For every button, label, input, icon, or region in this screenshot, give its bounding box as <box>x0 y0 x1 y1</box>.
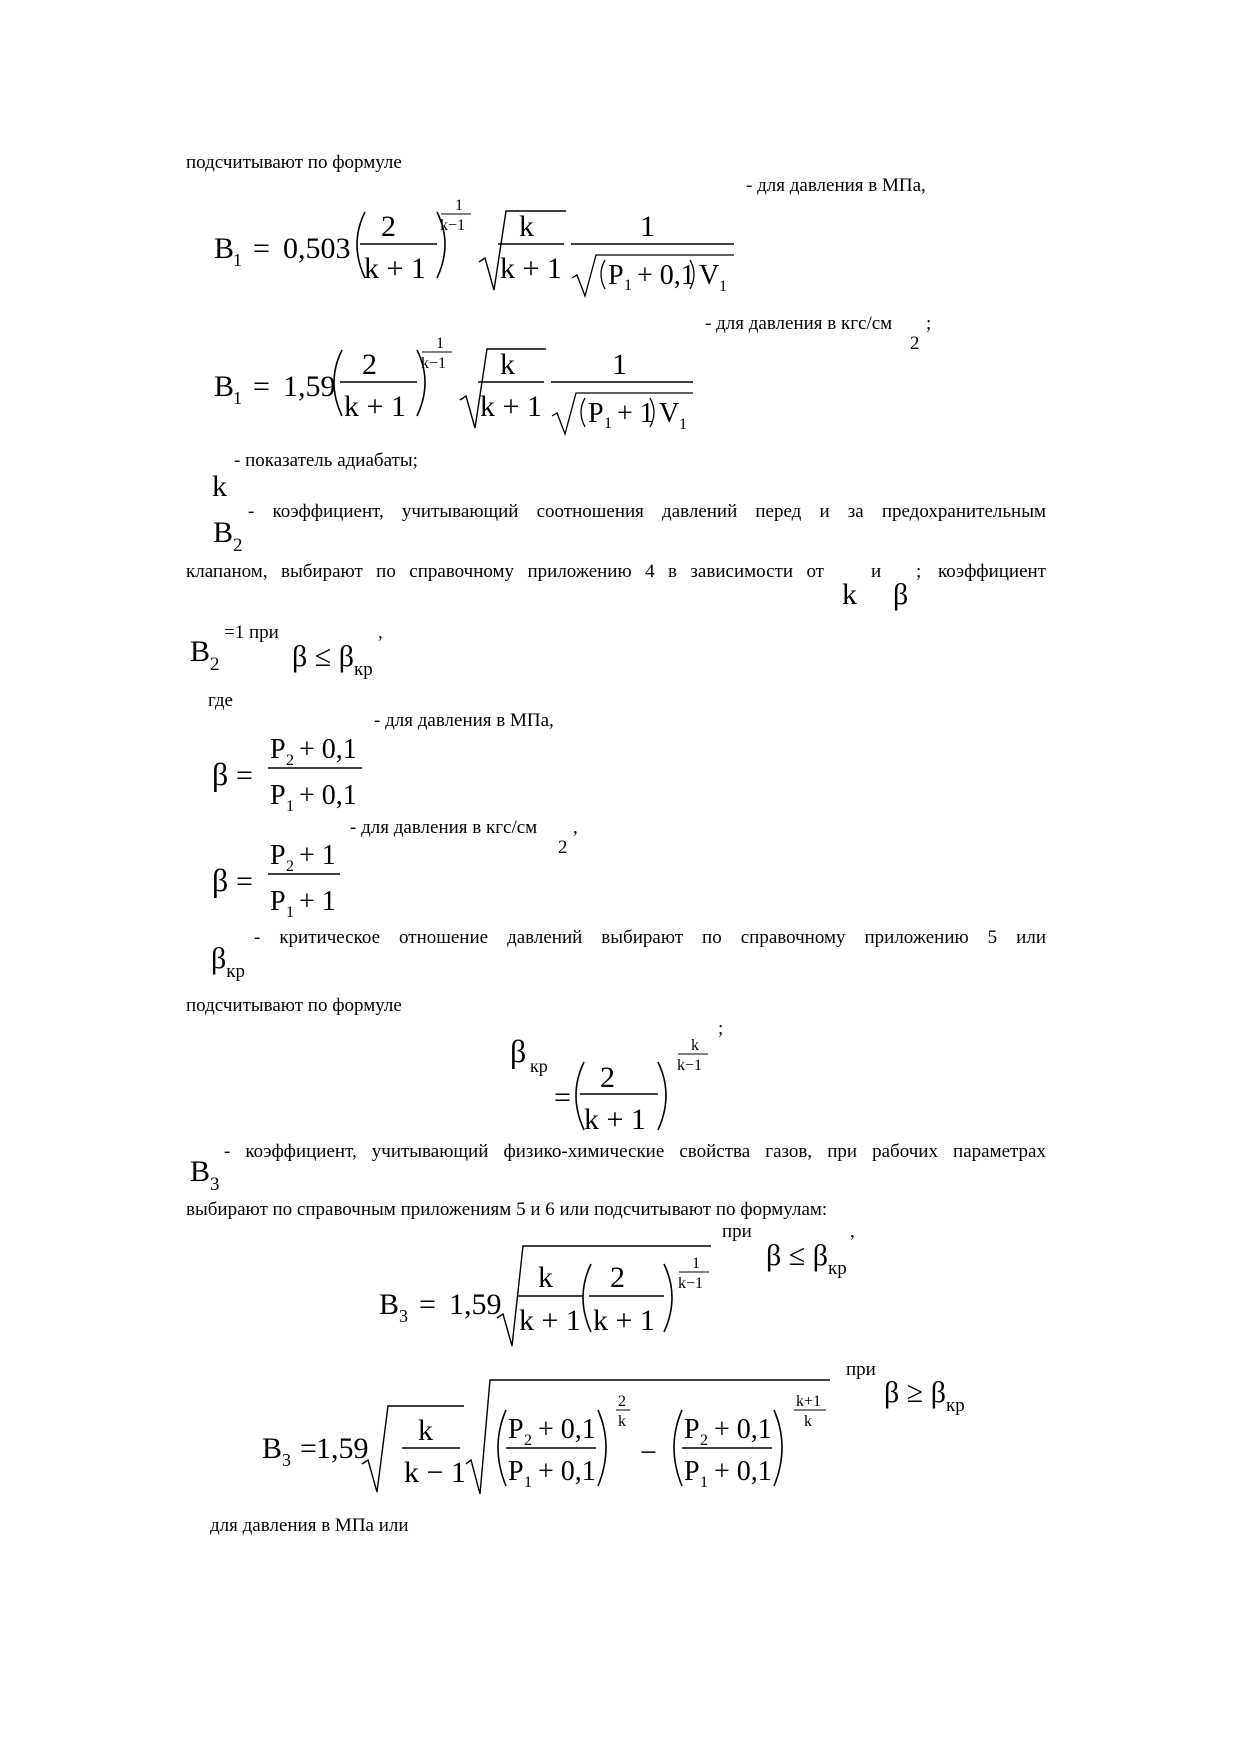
svg-text:k − 1: k − 1 <box>404 1456 466 1489</box>
svg-text:+ 1: + 1 <box>617 398 654 429</box>
svg-text:+ 0,1: + 0,1 <box>714 1414 772 1445</box>
formula-beta-mpa <box>210 728 380 818</box>
svg-text:k: k <box>538 1261 553 1294</box>
svg-text:k + 1: k + 1 <box>500 252 562 285</box>
svg-text:1: 1 <box>233 388 242 408</box>
svg-text:+ 0,1: + 0,1 <box>538 1456 596 1487</box>
svg-text:P: P <box>508 1456 524 1487</box>
svg-text:k: k <box>618 1413 626 1430</box>
svg-text:k + 1: k + 1 <box>593 1304 655 1337</box>
svg-text:3: 3 <box>399 1306 408 1326</box>
symbol-b3: $B_3$ <box>190 1155 220 1195</box>
svg-text:=: = <box>300 1432 317 1465</box>
formula-beta-kgs <box>210 834 360 924</box>
svg-text:+ 1: + 1 <box>299 886 336 917</box>
svg-text:k + 1: k + 1 <box>364 252 426 285</box>
symbol-b2-condition: $B_2$ <box>190 635 220 675</box>
condition-beta-leq-betakr: $\beta \le \beta_{кр}$ <box>292 640 373 680</box>
svg-text:P: P <box>270 886 286 917</box>
pressure-note-mpa: - для давления в МПа, <box>374 710 554 731</box>
svg-text:+ 0,1: + 0,1 <box>637 260 695 291</box>
b2-description-line2-end: ; коэффициент <box>916 561 1046 582</box>
punctuation: ; <box>926 313 932 334</box>
formula-betakr <box>508 1032 718 1138</box>
svg-text:P: P <box>608 260 624 291</box>
svg-text:P: P <box>270 840 286 871</box>
conjunction: и <box>871 561 882 582</box>
formula-b3-subcritical <box>375 1240 725 1350</box>
condition-beta-leq-betakr: $\beta \le \beta_{кр}$ <box>766 1239 847 1279</box>
b3-description-line1: - коэффициент, учитывающий физико-химические свойства газов, при рабочих параметрах <box>224 1141 1046 1162</box>
svg-text:1: 1 <box>524 1474 532 1491</box>
svg-text:1: 1 <box>640 210 655 243</box>
svg-text:1: 1 <box>624 277 632 294</box>
unit-exponent: 2 <box>910 333 920 354</box>
svg-text:1,59: 1,59 <box>316 1432 369 1465</box>
svg-text:k: k <box>418 1414 433 1447</box>
symbol-k: k <box>212 470 227 503</box>
b2-description-line2: клапаном, выбирают по справочному приложению 4 в зависимости от <box>186 561 824 582</box>
svg-text:k−1: k−1 <box>421 355 447 372</box>
svg-text:=: = <box>253 232 270 265</box>
symbol-beta-inline: β <box>893 578 909 611</box>
betakr-description-line1: - критическое отношение давлений выбирают по справочному приложению 5 или <box>254 927 1046 948</box>
punctuation: , <box>573 817 578 838</box>
svg-text:k−1: k−1 <box>440 217 466 234</box>
svg-text:=: = <box>236 759 253 792</box>
svg-text:−: − <box>640 1436 657 1469</box>
svg-text:0,503: 0,503 <box>283 232 351 265</box>
svg-text:k + 1: k + 1 <box>519 1304 581 1337</box>
svg-text:1: 1 <box>612 348 627 381</box>
text-line: для давления в МПа или <box>210 1515 409 1536</box>
svg-text:β: β <box>212 756 229 792</box>
punctuation: ; <box>718 1018 724 1039</box>
pressure-note-kgs: - для давления в кгс/см <box>350 817 538 838</box>
svg-text:V: V <box>659 398 680 429</box>
svg-text:=: = <box>419 1288 436 1321</box>
svg-text:1: 1 <box>692 1255 700 1272</box>
svg-text:k−1: k−1 <box>678 1275 704 1292</box>
svg-text:1,59: 1,59 <box>283 370 336 403</box>
svg-text:k + 1: k + 1 <box>584 1103 646 1136</box>
formula-b1-kgs <box>210 330 710 446</box>
svg-text:k + 1: k + 1 <box>344 390 406 423</box>
svg-text:=: = <box>236 865 253 898</box>
b3-description-line2: выбирают по справочным приложениям 5 и 6 или подсчитывают по формулам: <box>186 1199 828 1220</box>
svg-text:P: P <box>270 780 286 811</box>
symbol-b2: $B_2$ <box>213 516 243 556</box>
svg-text:1: 1 <box>700 1474 708 1491</box>
condition-label: при <box>722 1221 752 1242</box>
k-description: - показатель адиабаты; <box>234 450 418 471</box>
b2-equals-one: =1 при <box>224 622 279 643</box>
svg-text:k: k <box>500 348 515 381</box>
svg-text:P: P <box>588 398 604 429</box>
pressure-note-mpa: - для давления в МПа, <box>746 175 926 196</box>
svg-text:B: B <box>214 370 235 403</box>
svg-text:2: 2 <box>700 1432 708 1449</box>
svg-text:2: 2 <box>610 1261 625 1294</box>
svg-text:=: = <box>253 370 270 403</box>
svg-text:2: 2 <box>618 1393 626 1410</box>
svg-text:2: 2 <box>286 752 294 769</box>
svg-text:B: B <box>379 1288 400 1321</box>
svg-text:k+1: k+1 <box>796 1393 822 1410</box>
svg-text:=: = <box>554 1081 571 1114</box>
svg-text:1: 1 <box>286 904 294 921</box>
symbol-betakr: $\beta_{кр}$ <box>211 942 245 982</box>
svg-text:+ 0,1: + 0,1 <box>299 780 357 811</box>
svg-text:P: P <box>508 1414 524 1445</box>
condition-beta-geq-betakr: $\beta \ge \beta_{кр}$ <box>884 1376 965 1416</box>
svg-text:2: 2 <box>524 1432 532 1449</box>
svg-text:k: k <box>804 1413 812 1430</box>
pressure-note-kgs: - для давления в кгс/см <box>705 313 893 334</box>
svg-text:1: 1 <box>455 197 463 214</box>
svg-text:1: 1 <box>286 798 294 815</box>
svg-text:P: P <box>684 1414 700 1445</box>
svg-text:1: 1 <box>604 415 612 432</box>
svg-text:B: B <box>214 232 235 265</box>
formula-b3-supercritical <box>258 1372 838 1500</box>
svg-text:k: k <box>691 1037 699 1054</box>
text-line: подсчитывают по формуле <box>186 152 402 173</box>
svg-text:β: β <box>212 862 229 898</box>
svg-text:1,59: 1,59 <box>449 1288 502 1321</box>
svg-text:2: 2 <box>600 1061 615 1094</box>
where-label: где <box>208 690 233 711</box>
svg-text:3: 3 <box>282 1450 291 1470</box>
symbol-k-inline: k <box>842 578 857 611</box>
svg-text:k + 1: k + 1 <box>480 390 542 423</box>
svg-text:1: 1 <box>679 416 687 433</box>
svg-text:k: k <box>519 210 534 243</box>
svg-text:P: P <box>270 734 286 765</box>
svg-text:k−1: k−1 <box>677 1057 703 1074</box>
svg-text:2: 2 <box>362 348 377 381</box>
svg-text:кр: кр <box>530 1056 548 1076</box>
svg-text:+ 0,1: + 0,1 <box>299 734 357 765</box>
unit-exponent: 2 <box>558 837 568 858</box>
svg-text:V: V <box>699 260 720 291</box>
svg-text:1: 1 <box>719 278 727 295</box>
svg-text:2: 2 <box>286 858 294 875</box>
formula-b1-mpa <box>210 192 750 308</box>
svg-text:1: 1 <box>436 335 444 352</box>
svg-text:+ 1: + 1 <box>299 840 336 871</box>
svg-text:1: 1 <box>233 250 242 270</box>
svg-text:B: B <box>262 1432 283 1465</box>
betakr-description-line2: подсчитывают по формуле <box>186 995 402 1016</box>
punctuation: , <box>378 622 383 643</box>
svg-text:β: β <box>510 1033 527 1069</box>
svg-text:+ 0,1: + 0,1 <box>714 1456 772 1487</box>
punctuation: , <box>850 1221 855 1242</box>
b2-description-line1: - коэффициент, учитывающий соотношения давлений перед и за предохранительным <box>248 501 1046 522</box>
svg-text:2: 2 <box>381 210 396 243</box>
condition-label: при <box>846 1359 876 1380</box>
svg-text:+ 0,1: + 0,1 <box>538 1414 596 1445</box>
svg-text:P: P <box>684 1456 700 1487</box>
